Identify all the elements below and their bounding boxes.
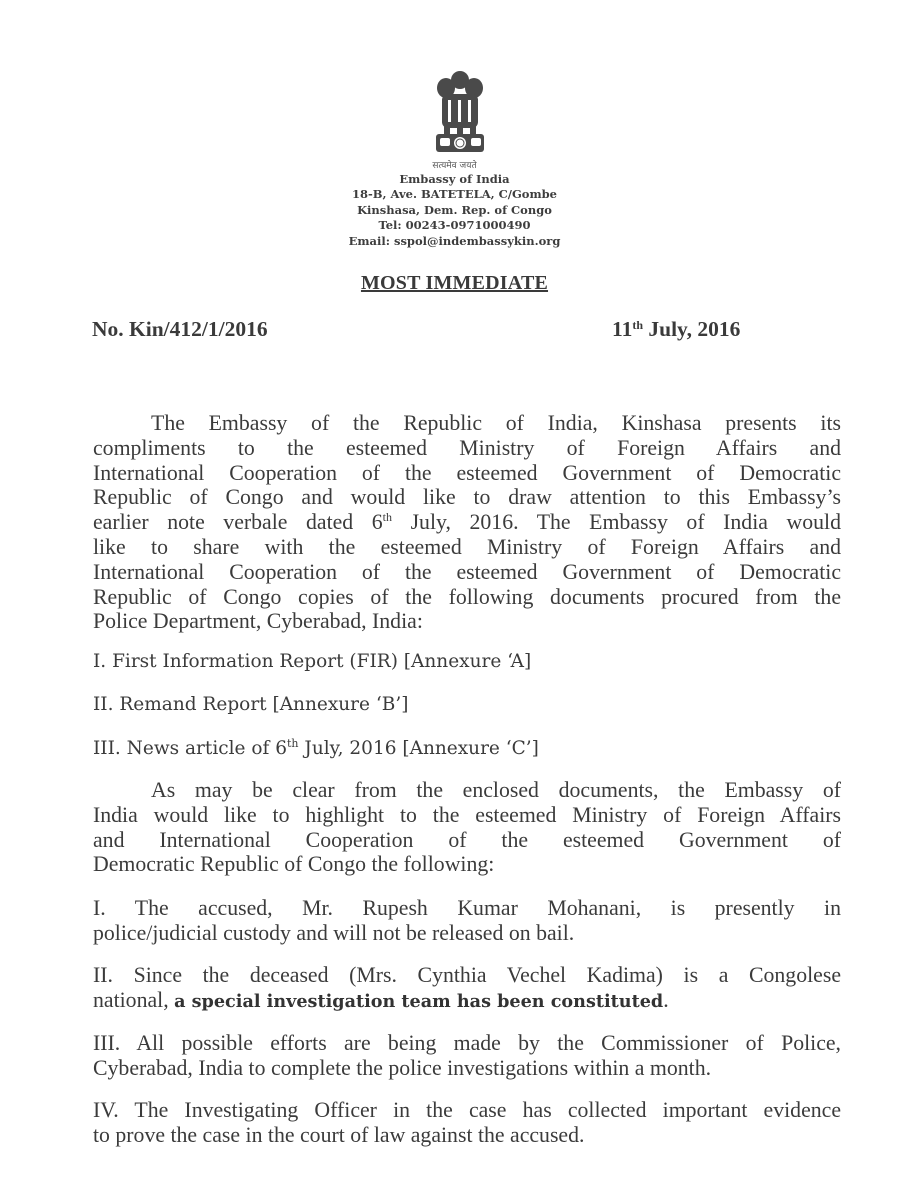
point-3 — [93, 1031, 841, 1081]
ordinal-suffix: th — [287, 737, 299, 750]
embassy-telephone: Tel: 00243-0971000490 — [378, 218, 531, 233]
embassy-email: Email: sspol@indembassykin.org — [348, 233, 561, 248]
embassy-name: Embassy of India — [399, 172, 510, 186]
point-line: I. The accused, Mr. Rupesh Kumar Mohanani, is presently in — [93, 896, 841, 920]
para1-line — [93, 411, 841, 436]
emblem-motto: सत्यमेव जयते — [432, 161, 477, 171]
embassy-letterhead — [0, 172, 909, 249]
para1-line: Republic of Congo and would like to draw attention to this Embassy’s — [93, 485, 841, 510]
annexure-item-b: II. Remand Report [Annexure ‘B’] — [93, 694, 409, 715]
para1-line — [93, 510, 841, 535]
annexure-c-text: III. News article of 6 — [93, 738, 287, 759]
date-day: 11 — [612, 317, 633, 341]
national-emblem-icon — [430, 68, 490, 160]
point-line: II. Since the deceased (Mrs. Cynthia Vechel Kadima) is a Congolese — [93, 963, 841, 987]
point-2 — [93, 963, 841, 1015]
annexure-c-text: July, 2016 [Annexure ‘C’] — [298, 738, 539, 759]
point-4 — [93, 1098, 841, 1148]
para2-line: Democratic Republic of Congo the following: — [93, 852, 495, 877]
embassy-address-line-2: Kinshasa, Dem. Rep. of Congo — [357, 202, 552, 217]
reference-number: No. Kin/412/1/2016 — [92, 317, 268, 341]
priority-heading: MOST IMMEDIATE — [360, 272, 549, 294]
point-line: IV. The Investigating Officer in the case has collected important evidence — [93, 1098, 841, 1122]
para1-line-text: July, 2016. The Embassy of India would — [392, 510, 841, 535]
annexure-item-c — [93, 737, 539, 759]
point-line: to prove the case in the court of law against the accused. — [93, 1122, 585, 1147]
para2-line-text: As may be clear from the enclosed documents, the Embassy of — [151, 778, 841, 802]
ordinal-suffix: th — [382, 510, 393, 525]
document-date — [612, 317, 740, 342]
point-line: III. All possible efforts are being made by the Commissioner of Police, — [93, 1031, 841, 1055]
para1-line-text: earlier note verbale dated 6 — [93, 510, 383, 535]
para1-line: Republic of Congo copies of the following documents procured from the — [93, 584, 841, 609]
point-line: Cyberabad, India to complete the police investigations within a month. — [93, 1055, 712, 1080]
para2-line: and International Cooperation of the esteemed Government of — [93, 827, 841, 852]
annexure-item-a: I. First Information Report (FIR) [Annexure ‘A] — [93, 651, 532, 672]
para1-line: like to share with the esteemed Ministry of Foreign Affairs and — [93, 534, 841, 559]
point-line — [93, 988, 841, 1015]
embassy-address-line-1: 18-B, Ave. BATETELA, C/Gombe — [351, 187, 557, 202]
para1-line: Police Department, Cyberabad, India: — [93, 609, 423, 634]
highlight-paragraph — [93, 778, 841, 877]
para2-line: India would like to highlight to the esteemed Ministry of Foreign Affairs — [93, 802, 841, 827]
emphasized-text: a special investigation team has been constituted — [174, 990, 664, 1012]
point-1 — [93, 896, 841, 946]
para1-line: International Cooperation of the esteemed Government of Democratic — [93, 460, 841, 485]
para1-line-text: The Embassy of the Republic of India, Kinshasa presents its — [151, 411, 841, 435]
para1-line: International Cooperation of the esteemed Government of Democratic — [93, 559, 841, 584]
introduction-paragraph — [93, 411, 841, 634]
date-ordinal: th — [632, 318, 643, 332]
point-line: police/judicial custody and will not be released on bail. — [93, 920, 575, 945]
para1-line: compliments to the esteemed Ministry of Foreign Affairs and — [93, 435, 841, 460]
date-month-year: July, 2016 — [643, 317, 741, 341]
para2-line — [93, 778, 841, 803]
point-text: national, — [93, 987, 175, 1012]
point-text: . — [663, 987, 669, 1012]
